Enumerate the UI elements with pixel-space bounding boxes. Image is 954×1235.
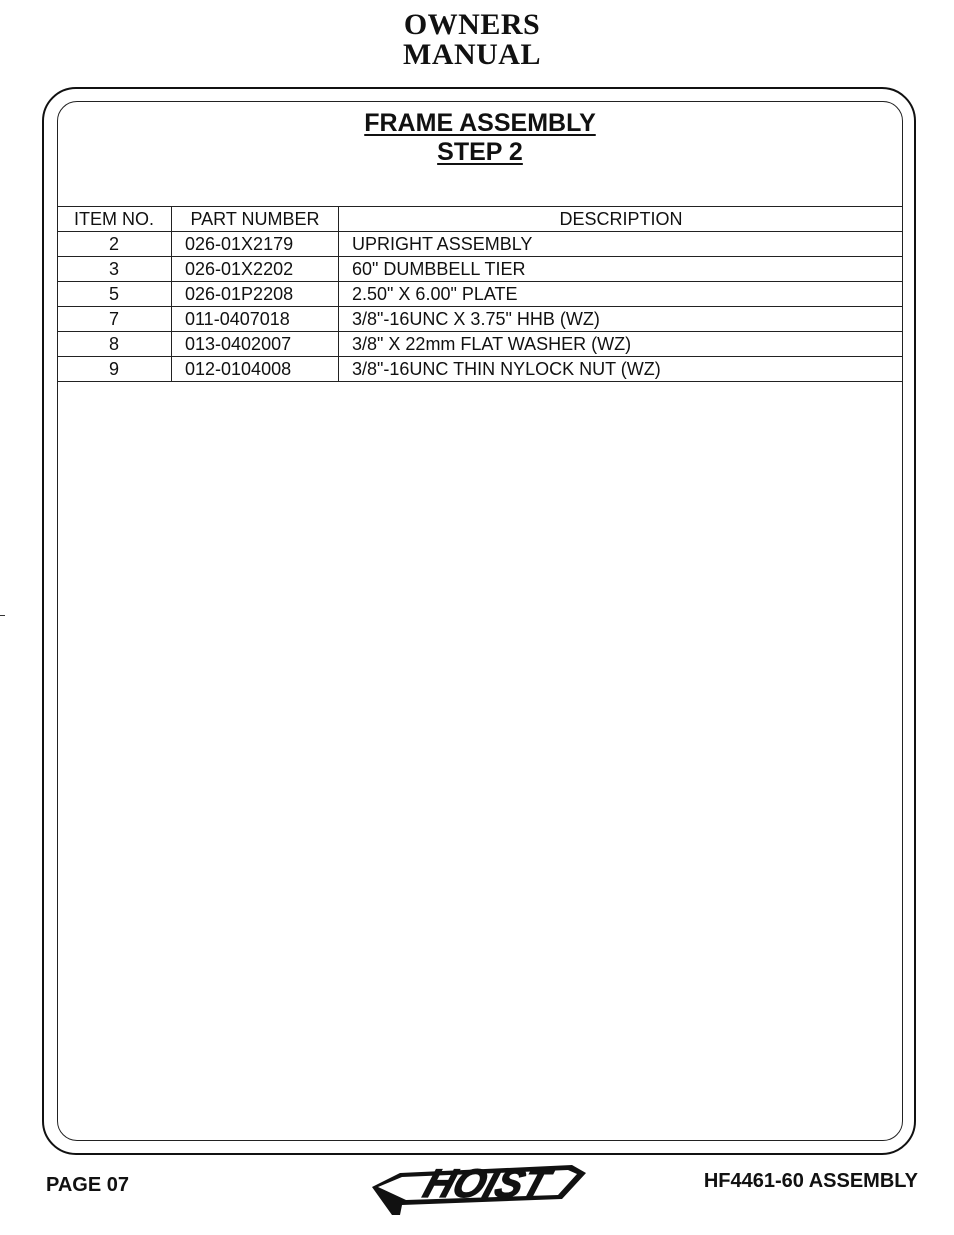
table-row (57, 282, 903, 307)
description-cell: 60" DUMBBELL TIER (339, 257, 904, 282)
table-row (57, 332, 903, 357)
parts-table (57, 206, 903, 382)
item-number-cell: 5 (57, 282, 172, 307)
item-number-cell: 9 (57, 357, 172, 382)
parts-table-header-row (57, 207, 903, 232)
section-title (57, 109, 903, 167)
section-title-main: FRAME ASSEMBLY (364, 109, 596, 137)
column-header-description: DESCRIPTION (339, 207, 904, 232)
description-cell: 3/8"-16UNC THIN NYLOCK NUT (WZ) (339, 357, 904, 382)
part-number-cell: 013-0402007 (172, 332, 339, 357)
hoist-logo (372, 1155, 588, 1217)
table-row (57, 232, 903, 257)
column-header-item-no: ITEM NO. (57, 207, 172, 232)
document-header (0, 10, 944, 70)
margin-tick-mark (0, 615, 5, 616)
item-number-cell: 3 (57, 257, 172, 282)
description-cell: 3/8"-16UNC X 3.75" HHB (WZ) (339, 307, 904, 332)
table-row (57, 257, 903, 282)
header-line-manual: MANUAL (403, 38, 541, 71)
table-row (57, 307, 903, 332)
description-cell: UPRIGHT ASSEMBLY (339, 232, 904, 257)
part-number-cell: 026-01P2208 (172, 282, 339, 307)
item-number-cell: 8 (57, 332, 172, 357)
part-number-cell: 026-01X2202 (172, 257, 339, 282)
item-number-cell: 2 (57, 232, 172, 257)
header-line-owners: OWNERS (403, 8, 541, 41)
model-assembly-label: HF4461-60 ASSEMBLY (703, 1170, 918, 1192)
column-header-part-number: PART NUMBER (172, 207, 339, 232)
item-number-cell: 7 (57, 307, 172, 332)
part-number-cell: 012-0104008 (172, 357, 339, 382)
description-cell: 3/8" X 22mm FLAT WASHER (WZ) (339, 332, 904, 357)
description-cell: 2.50" X 6.00" PLATE (339, 282, 904, 307)
logo-text: HOIST (418, 1160, 556, 1206)
table-row (57, 357, 903, 382)
section-title-step: STEP 2 (437, 138, 523, 166)
part-number-cell: 026-01X2179 (172, 232, 339, 257)
page-number: PAGE 07 (46, 1174, 129, 1196)
part-number-cell: 011-0407018 (172, 307, 339, 332)
